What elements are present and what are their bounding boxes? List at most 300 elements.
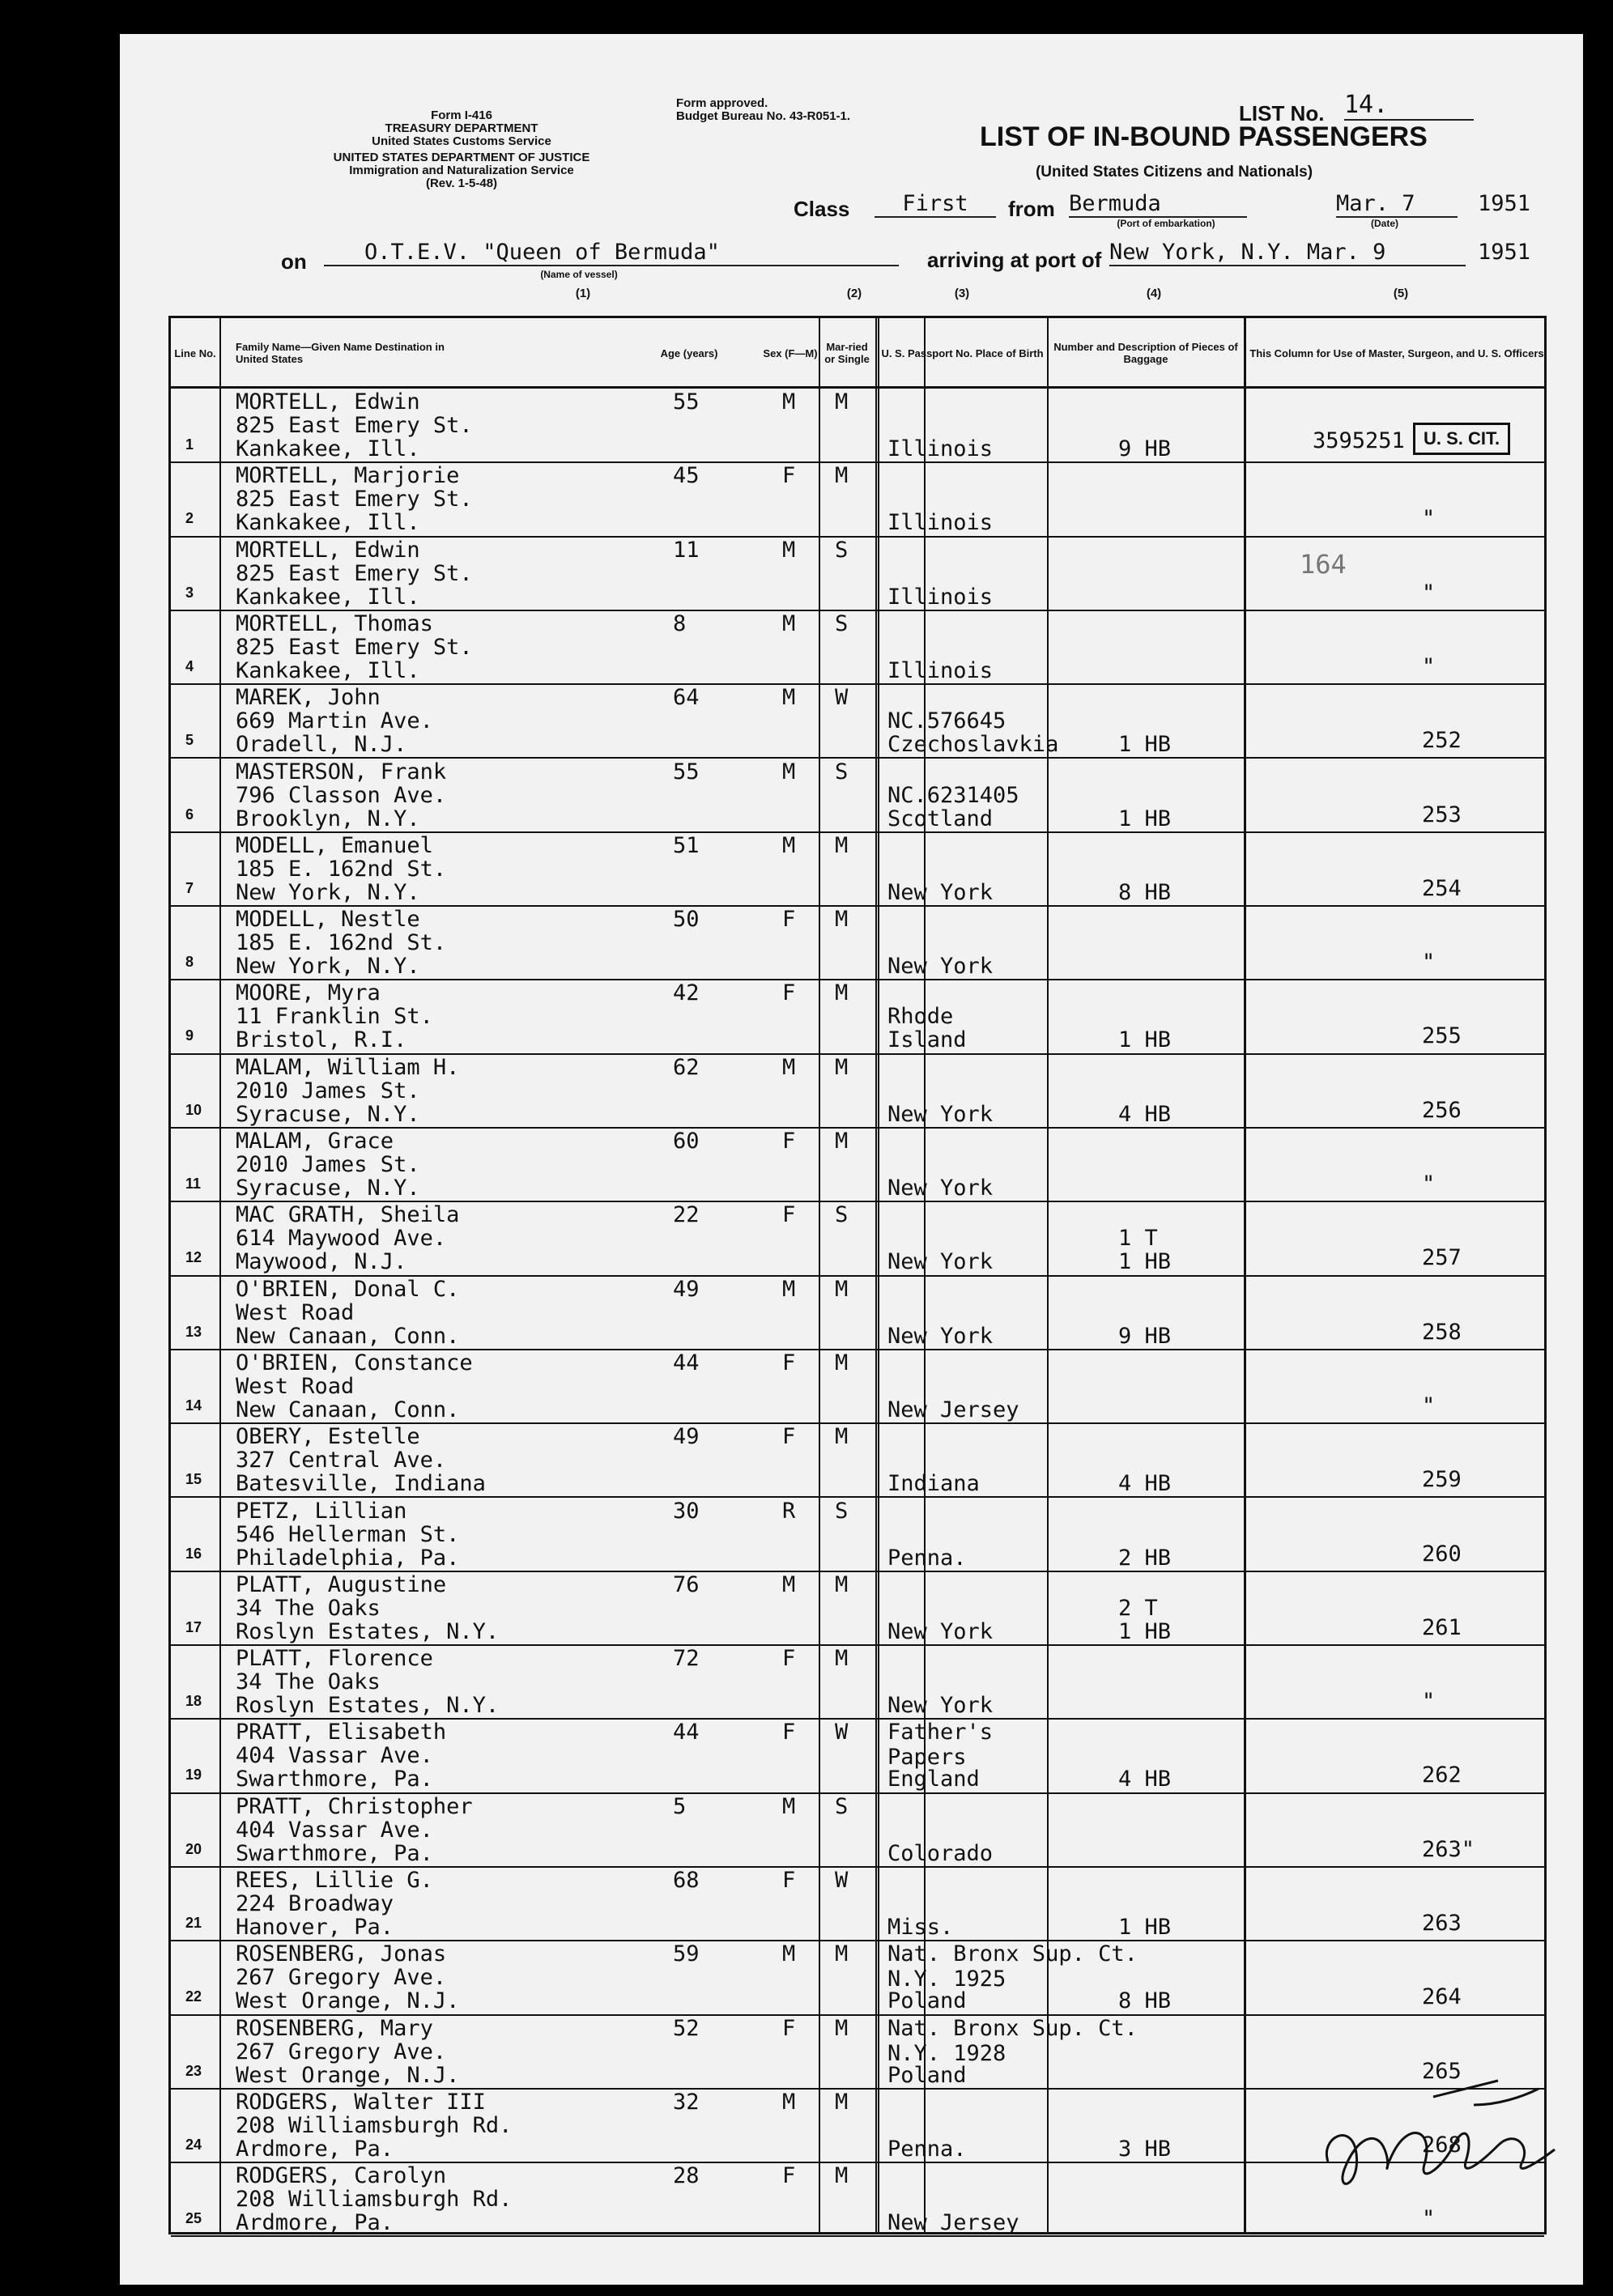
address-city: West Orange, N.J. [236,1988,460,2014]
age: 68 [673,1868,700,1893]
place-of-birth: Illinois [887,657,994,683]
table-row [171,1644,1544,1718]
from-value: Bermuda [1069,191,1247,218]
baggage-handbag: 1 HB [1118,1618,1172,1644]
address-street: 34 The Oaks [236,1595,381,1621]
place-of-birth: Poland [887,1988,967,2014]
officer-note: " [1422,950,1436,976]
class-label: Class [794,197,850,221]
col-sex: Sex (F—M) [763,347,818,359]
address-city: Roslyn Estates, N.Y. [236,1618,500,1644]
passenger-name: OBERY, Estelle [236,1424,420,1450]
passenger-name: PLATT, Florence [236,1646,433,1672]
col-officers: This Column for Use of Master, Surgeon, and U. S. Officers [1249,347,1544,359]
margin-note: 164 [1300,549,1347,580]
officer-note: " [1422,506,1436,532]
col-number-5: (5) [1393,287,1409,300]
marital-status: M [835,1424,849,1450]
form-number: Form I-416 [431,108,492,122]
table-row [171,1940,1544,2013]
place-of-birth: Illinois [887,436,994,461]
passport-number: Nat. Bronx Sup. Ct. N.Y. 1925 [887,1941,1138,1992]
date-year: 1951 [1478,191,1531,216]
marital-status: M [835,1129,849,1154]
table-row [171,1571,1544,1644]
place-of-birth: Colorado [887,1840,994,1866]
officer-note: " [1422,1171,1436,1197]
address-city: New York, N.Y. [236,879,420,905]
address-city: Batesville, Indiana [236,1471,486,1497]
marital-status: W [835,1720,849,1745]
officer-note: 259 [1422,1467,1462,1493]
passenger-name: MODELL, Emanuel [236,832,433,858]
address-street: 404 Vassar Ave. [236,1817,433,1843]
place-of-birth: England [887,1767,980,1792]
sex: F [782,1868,796,1893]
passenger-name: MORTELL, Thomas [236,610,433,636]
officer-note: 257 [1422,1245,1462,1271]
table-row [171,1422,1544,1496]
age: 60 [673,1129,700,1154]
baggage-handbag: 1 HB [1118,1027,1172,1053]
passenger-name: MASTERSON, Frank [236,759,447,784]
officer-note: " [1422,1392,1436,1418]
sex: F [782,2163,796,2189]
marital-status: S [835,1793,849,1819]
marital-status: M [835,907,849,933]
baggage-trunk: 2 T [1118,1595,1158,1621]
passenger-name: MORTELL, Edwin [236,389,420,415]
address-street: 2010 James St. [236,1152,420,1177]
address-street: 185 E. 162nd St. [236,930,447,956]
age: 76 [673,1571,700,1597]
table-row [171,1718,1544,1792]
place-of-birth: New York [887,879,994,905]
passenger-name: RODGERS, Carolyn [236,2163,447,2189]
sex: M [782,1571,796,1597]
address-city: Kankakee, Ill. [236,436,420,461]
age: 30 [673,1498,700,1524]
age: 44 [673,1350,700,1375]
document-title: LIST OF IN-BOUND PASSENGERS [980,121,1428,152]
marital-status: S [835,610,849,636]
sex: M [782,537,796,563]
address-city: West Orange, N.J. [236,2062,460,2088]
table-row [171,683,1544,757]
table-row [171,1866,1544,1940]
col-age: Age (years) [660,347,718,359]
officer-note: 268 [1422,2132,1462,2158]
passenger-name: MORTELL, Edwin [236,537,420,563]
officer-note: 264 [1422,1984,1462,2010]
address-city: New Canaan, Conn. [236,1323,460,1349]
passenger-name: PRATT, Elisabeth [236,1720,447,1745]
sex: F [782,907,796,933]
passenger-name: PETZ, Lillian [236,1498,407,1524]
from-label: from [1008,197,1055,221]
line-number: 12 [185,1249,202,1266]
address-city: Syracuse, N.Y. [236,1101,420,1127]
baggage-handbag: 9 HB [1118,436,1172,461]
place-of-birth: Illinois [887,584,994,610]
budget-bureau: Budget Bureau No. 43-R051-1. [676,109,851,123]
age: 55 [673,759,700,784]
line-number: 5 [185,732,194,749]
sex: F [782,2015,796,2041]
address-city: Kankakee, Ill. [236,510,420,536]
age: 55 [673,389,700,415]
address-street: 267 Gregory Ave. [236,1965,447,1991]
line-number: 20 [185,1840,202,1857]
sex: F [782,1350,796,1375]
age: 45 [673,463,700,489]
address-street: 208 Williamsburgh Rd. [236,2112,513,2138]
passport-number: NC.6231405 [887,782,1019,808]
passenger-name: MALAM, William H. [236,1054,460,1080]
customs-service: United States Customs Service [372,134,551,148]
list-no-label: LIST No. [1239,101,1325,125]
age: 51 [673,832,700,858]
table-row [171,1497,1544,1571]
address-city: Kankakee, Ill. [236,657,420,683]
col-baggage: Number and Description of Pieces of Baggage [1053,341,1238,365]
line-number: 9 [185,1027,194,1044]
ins-service: Immigration and Naturalization Service [349,164,574,177]
passenger-name: RODGERS, Walter III [236,2089,486,2115]
marital-status: M [835,2015,849,2041]
marital-status: S [835,1202,849,1228]
agency-header [283,109,640,190]
age: 11 [673,537,700,563]
address-city: Kankakee, Ill. [236,584,420,610]
marital-status: S [835,537,849,563]
sex: R [782,1498,796,1524]
place-of-birth: New York [887,1176,994,1201]
place-of-birth: New York [887,1323,994,1349]
arrival-year: 1951 [1478,240,1531,265]
sex: M [782,610,796,636]
line-number: 19 [185,1767,202,1784]
address-street: West Road [236,1299,355,1325]
passenger-name: MOORE, Myra [236,980,381,1006]
line-number: 15 [185,1471,202,1488]
officer-note: 258 [1422,1319,1462,1345]
table-row [171,388,1544,461]
col-line: Line No. [174,347,216,359]
vessel-value: O.T.E.V. "Queen of Bermuda" [324,240,899,266]
address-street: 327 Central Ave. [236,1448,447,1473]
revision: (Rev. 1-5-48) [425,176,498,190]
sex: F [782,1202,796,1228]
justice-dept: UNITED STATES DEPARTMENT OF JUSTICE [333,151,590,164]
passport-number: Rhode [887,1004,954,1030]
baggage-trunk: 1 T [1118,1226,1158,1252]
address-city: Oradell, N.J. [236,732,407,758]
form-approved: Form approved. [676,96,768,110]
age: 44 [673,1720,700,1745]
officer-note: 252 [1422,728,1462,754]
marital-status: S [835,1498,849,1524]
officer-note: 253 [1422,801,1462,827]
place-of-birth: Scotland [887,806,994,831]
address-street: 404 Vassar Ave. [236,1743,433,1769]
officer-note: " [1422,580,1436,606]
place-of-birth: Poland [887,2062,967,2088]
line-number: 14 [185,1397,202,1414]
place-of-birth: Penna. [887,1545,967,1571]
passenger-name: PLATT, Augustine [236,1571,447,1597]
officer-note: 260 [1422,1541,1462,1567]
table-row [171,831,1544,905]
sex: F [782,1424,796,1450]
baggage-handbag: 9 HB [1118,1323,1172,1349]
baggage-handbag: 2 HB [1118,1545,1172,1571]
age: 72 [673,1646,700,1672]
table-row [171,1349,1544,1422]
officer-note: 255 [1422,1023,1462,1049]
sex: F [782,1129,796,1154]
place-of-birth: New Jersey [887,2210,1019,2236]
address-city: Swarthmore, Pa. [236,1840,433,1866]
passenger-name: MORTELL, Marjorie [236,463,460,489]
address-city: Philadelphia, Pa. [236,1545,460,1571]
line-number: 16 [185,1545,202,1562]
col-number-4: (4) [1146,287,1162,300]
officer-note: 254 [1422,875,1462,901]
address-street: 796 Classon Ave. [236,782,447,808]
place-of-birth: New York [887,1618,994,1644]
marital-status: M [835,1646,849,1672]
line-number: 24 [185,2136,202,2153]
table-row [171,979,1544,1052]
address-city: Bristol, R.I. [236,1027,407,1053]
address-city: Swarthmore, Pa. [236,1767,433,1792]
sex: M [782,2089,796,2115]
address-street: West Road [236,1373,355,1399]
passport-number: Nat. Bronx Sup. Ct. N.Y. 1928 [887,2015,1138,2066]
address-street: 11 Franklin St. [236,1004,433,1030]
col-number-1: (1) [575,287,591,300]
address-city: New Canaan, Conn. [236,1397,460,1422]
marital-status: W [835,685,849,711]
age: 64 [673,685,700,711]
sex: M [782,389,796,415]
line-number: 6 [185,806,194,823]
officer-note: 3595251 [1313,428,1405,453]
officer-note: 263 [1422,1911,1462,1936]
age: 32 [673,2089,700,2115]
marital-status: M [835,1941,849,1967]
address-street: 825 East Emery St. [236,560,473,586]
officer-note: 263" [1422,1836,1475,1862]
age: 59 [673,1941,700,1967]
address-street: 825 East Emery St. [236,634,473,660]
place-of-birth: New York [887,1101,994,1127]
marital-status: M [835,1350,849,1375]
marital-status: M [835,980,849,1006]
list-no-value: 14. [1344,91,1474,121]
age: 62 [673,1054,700,1080]
document-subtitle: (United States Citizens and Nationals) [1035,164,1313,181]
address-street: 267 Gregory Ave. [236,2039,447,2064]
passport-number: NC.576645 [887,708,1007,734]
table-row [171,758,1544,831]
age: 52 [673,2015,700,2041]
marital-status: M [835,389,849,415]
col-name: Family Name—Given Name Destination in United States [236,341,445,365]
sex: M [782,1941,796,1967]
on-label: on [281,249,307,274]
address-street: 669 Martin Ave. [236,708,433,734]
passenger-name: O'BRIEN, Constance [236,1350,473,1375]
passenger-name: REES, Lillie G. [236,1868,433,1893]
passenger-name: MAC GRATH, Sheila [236,1202,460,1228]
marital-status: M [835,832,849,858]
age: 50 [673,907,700,933]
sex: F [782,980,796,1006]
baggage-handbag: 1 HB [1118,732,1172,758]
arriving-label: arriving at port of [927,248,1102,272]
address-street: 614 Maywood Ave. [236,1226,447,1252]
passenger-name: MAREK, John [236,685,381,711]
table-row [171,1127,1544,1201]
table-row [171,1201,1544,1274]
table-row [171,1053,1544,1127]
table-row [171,461,1544,535]
address-city: Maywood, N.J. [236,1249,407,1275]
officer-note: 261 [1422,1614,1462,1640]
passenger-table [168,316,1547,2234]
baggage-handbag: 1 HB [1118,1915,1172,1940]
place-of-birth: Miss. [887,1915,954,1940]
officer-note: " [1422,653,1436,679]
age: 22 [673,1202,700,1228]
sex: M [782,685,796,711]
marital-status: M [835,1276,849,1302]
line-number: 23 [185,2062,202,2079]
table-row [171,610,1544,683]
baggage-handbag: 3 HB [1118,2136,1172,2162]
officer-note: " [1422,2206,1436,2232]
baggage-handbag: 4 HB [1118,1471,1172,1497]
place-of-birth: Czechoslavkia [887,732,1059,758]
baggage-handbag: 1 HB [1118,806,1172,831]
line-number: 8 [185,954,194,971]
passenger-name: ROSENBERG, Jonas [236,1941,447,1967]
passenger-name: PRATT, Christopher [236,1793,473,1819]
sex: M [782,832,796,858]
baggage-handbag: 4 HB [1118,1767,1172,1792]
line-number: 22 [185,1988,202,2005]
place-of-birth: New York [887,1249,994,1275]
age: 42 [673,980,700,1006]
address-street: 825 East Emery St. [236,487,473,512]
line-number: 2 [185,510,194,527]
line-number: 10 [185,1101,202,1118]
line-number: 3 [185,584,194,601]
marital-status: M [835,1571,849,1597]
line-number: 17 [185,1618,202,1635]
baggage-handbag: 4 HB [1118,1101,1172,1127]
line-number: 4 [185,657,194,674]
line-number: 7 [185,879,194,896]
col-married: Mar-ried or Single [824,341,870,365]
address-street: 224 Broadway [236,1891,394,1916]
address-street: 825 East Emery St. [236,413,473,438]
address-street: 2010 James St. [236,1078,420,1103]
address-city: Hanover, Pa. [236,1915,394,1940]
age: 49 [673,1276,700,1302]
passenger-name: O'BRIEN, Donal C. [236,1276,460,1302]
passenger-name: MALAM, Grace [236,1129,394,1154]
line-number: 1 [185,436,194,453]
officer-note: 262 [1422,1762,1462,1788]
address-city: Ardmore, Pa. [236,2136,394,2162]
signature-icon [1312,2073,1579,2234]
class-value: First [875,191,996,218]
marital-status: M [835,2089,849,2115]
address-city: Syracuse, N.Y. [236,1176,420,1201]
line-number: 25 [185,2210,202,2227]
place-of-birth: New York [887,954,994,980]
sex: M [782,1276,796,1302]
port-caption: (Port of embarkation) [1117,218,1215,229]
address-street: 546 Hellerman St. [236,1521,460,1547]
address-street: 185 E. 162nd St. [236,856,447,882]
marital-status: M [835,2163,849,2189]
marital-status: W [835,1868,849,1893]
address-street: 208 Williamsburgh Rd. [236,2187,513,2213]
officer-note: 265 [1422,2058,1462,2084]
address-city: Brooklyn, N.Y. [236,806,420,831]
line-number: 21 [185,1915,202,1931]
vessel-caption: (Name of vessel) [540,269,618,280]
place-of-birth: Illinois [887,510,994,536]
sex: F [782,1720,796,1745]
line-number: 13 [185,1323,202,1340]
table-row [171,1275,1544,1349]
place-of-birth: Penna. [887,2136,967,2162]
age: 8 [673,610,687,636]
treasury-dept: TREASURY DEPARTMENT [385,121,538,135]
place-of-birth: Indiana [887,1471,980,1497]
passenger-name: MODELL, Nestle [236,907,420,933]
officer-note: " [1422,1689,1436,1715]
table-row [171,1792,1544,1866]
col-number-3: (3) [954,287,970,300]
address-city: Roslyn Estates, N.Y. [236,1693,500,1719]
col-passport: U. S. Passport No. Place of Birth [881,347,1044,359]
date-caption: (Date) [1370,218,1398,229]
sex: F [782,463,796,489]
address-city: New York, N.Y. [236,954,420,980]
officer-note: 256 [1422,1097,1462,1123]
table-row [171,905,1544,979]
age: 5 [673,1793,687,1819]
marital-status: M [835,463,849,489]
address-street: 34 The Oaks [236,1669,381,1695]
sex: M [782,1054,796,1080]
place-of-birth: Island [887,1027,967,1053]
us-citizen-stamp: U. S. CIT. [1413,423,1510,455]
baggage-handbag: 8 HB [1118,879,1172,905]
passport-number: Father's Papers [887,1720,994,1771]
age: 28 [673,2163,700,2189]
marital-status: M [835,1054,849,1080]
line-number: 11 [185,1176,202,1192]
age: 49 [673,1424,700,1450]
col-number-2: (2) [846,287,862,300]
